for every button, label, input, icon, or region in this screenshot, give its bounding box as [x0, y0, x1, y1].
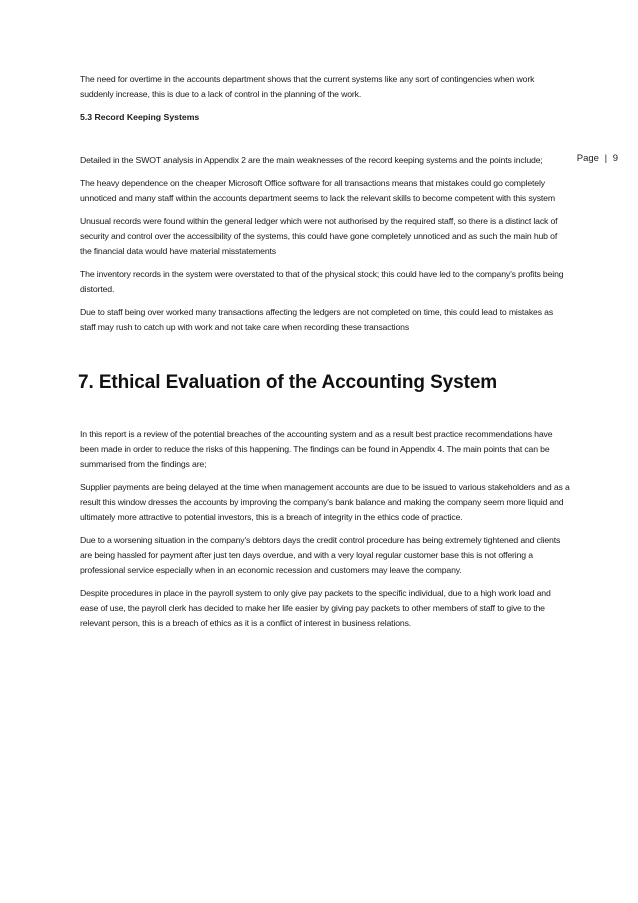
section-heading-ethical: 7. Ethical Evaluation of the Accounting System	[78, 372, 498, 393]
document-body	[80, 72, 570, 639]
paragraph-microsoft-office: The heavy dependence on the cheaper Microsoft Office software for all transactions means that mistakes could go completely unnoticed and many staff within the accounts department seems to lack the relevant skills to become competent with this system	[80, 178, 555, 203]
paragraph-overtime: The need for overtime in the accounts department shows that the current systems like any sort of contingencies when work suddenly increase, this is due to a lack of control in the planning of the work.	[80, 74, 535, 99]
page-number-label: Page	[576, 153, 599, 164]
paragraph-swot: Detailed in the SWOT analysis in Appendix 2 are the main weaknesses of the record keeping systems and the points include;	[80, 155, 543, 165]
paragraph-ethical-intro: In this report is a review of the potential breaches of the accounting system and as a result best practice recommendations have been made in order to reduce the risks of this happening. The findings can be found in Appendix 4. The main points that can be summarised from the findings are;	[80, 429, 553, 469]
page-number-separator: |	[604, 153, 608, 164]
paragraph-payroll: Despite procedures in place in the payroll system to only give pay packets to the specific individual, due to a high work load and ease of use, the payroll clerk has decided to make her life easier by giving pay packets to other members of staff to give to the relevant person, this is a breach of ethics as it is a conflict of interest in business relations.	[80, 588, 551, 628]
subheading-record-keeping: 5.3 Record Keeping Systems	[80, 112, 200, 122]
paragraph-unusual-records: Unusual records were found within the general ledger which were not authorised by the required staff, so there is a distinct lack of security and control over the accessibility of the systems, this could have gone completely unnoticed and as such the main hub of the financial data would have material misstatements	[80, 216, 558, 256]
page-number	[577, 153, 618, 164]
paragraph-supplier-payments: Supplier payments are being delayed at the time when management accounts are due to be issued to various stakeholders and as a result this window dresses the accounts by improving the company's bank balance and making the company seem more liquid and ultimately more attractive to potential investors, this is a breach of integrity in the ethics code of practice.	[80, 482, 570, 522]
paragraph-inventory: The inventory records in the system were overstated to that of the physical stock; this could have led to the company's profits being distorted.	[80, 269, 564, 294]
paragraph-debtors: Due to a worsening situation in the company's debtors days the credit control procedure has being extremely tightened and clients are being hassled for payment after just ten days overdue, and with a very loyal regular customer base this is not offering a professional service especially when in an economic recession and customers may leave the company.	[80, 535, 561, 575]
page-number-value: 9	[612, 153, 618, 164]
paragraph-staff-overworked: Due to staff being over worked many transactions affecting the ledgers are not completed on time, this could lead to mistakes as staff may rush to catch up with work and not take care when recording these transactions	[80, 307, 554, 332]
